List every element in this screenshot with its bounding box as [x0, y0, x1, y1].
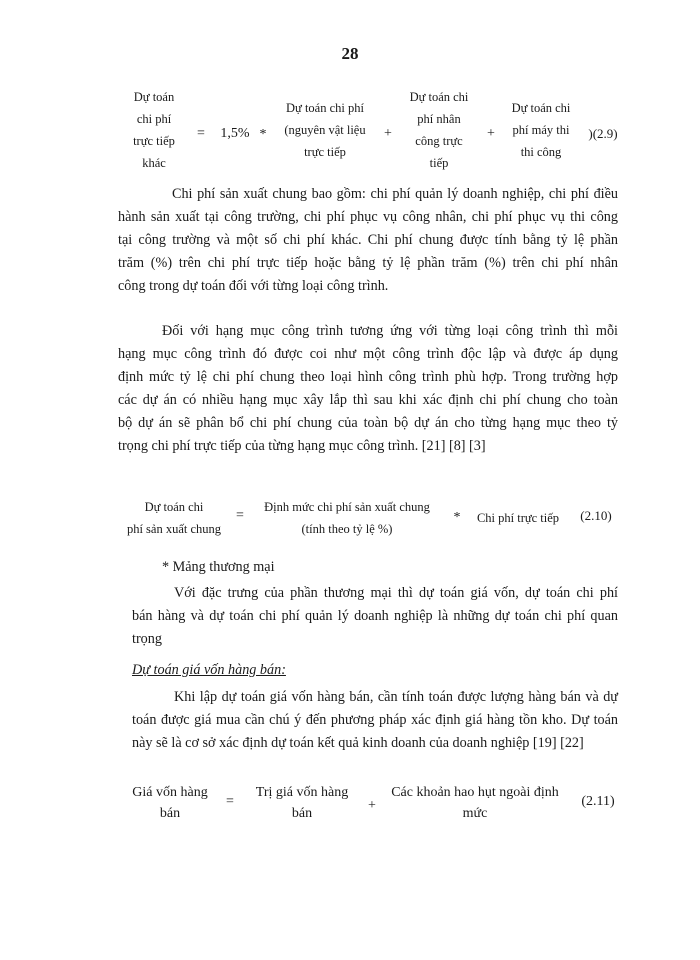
formula-text: phí máy thi [512, 123, 570, 137]
paragraph-line: Khi lập dự toán giá vốn hàng bán, cần tính toán được lượng hàng bán và dự [174, 689, 618, 705]
formula-text: phí sản xuất chung [126, 522, 222, 536]
formula-text: Dự toán [133, 90, 175, 104]
formula-text: Dự toán chi [409, 90, 469, 104]
paragraph-line: Với đặc trưng của phần thương mại thì dự toán giá vốn, dự toán chi phí [174, 585, 618, 601]
formula-equals: = [236, 508, 244, 523]
formula-text: trực tiếp [133, 134, 175, 148]
formula-plus: + [487, 126, 495, 141]
paragraph-line: trăm (%) trên chi phí trực tiếp hoặc bằng tỷ lệ phần trăm (%) trên chi phí nhân [118, 255, 618, 271]
formula-text: phí nhân [417, 112, 461, 126]
formula-text: Dự toán chi [511, 101, 571, 115]
paragraph-line: Đối với hạng mục công trình tương ứng với từng loại công trình thì mỗi [162, 323, 618, 339]
formula-2-9-term1 [275, 97, 375, 163]
formula-equals: = [197, 126, 205, 141]
formula-text: (tính theo tỷ lệ %) [301, 522, 393, 536]
paragraph-line: hành sản xuất tại công trường, chi phí phục vụ công nhân, chi phí phục vụ thi công [118, 209, 618, 225]
formula-2-10-direct-cost: Chi phí trực tiếp [476, 511, 560, 525]
formula-2-11-rhs1 [246, 782, 358, 824]
formula-text: Dự toán chi phí [286, 101, 364, 115]
formula-text: mức [462, 806, 488, 821]
paragraph-work-items [118, 320, 618, 458]
formula-text: chi phí [136, 112, 172, 126]
heading-cost-of-goods-sold: Dự toán giá vốn hàng bán: [132, 662, 286, 678]
formula-text: Giá vốn hàng [132, 785, 208, 800]
paragraph-line: Chi phí sản xuất chung bao gồm: chi phí quản lý doanh nghiệp, chi phí điều [172, 186, 618, 202]
formula-2-11-lhs [124, 782, 216, 824]
formula-2-11-rhs2 [384, 782, 566, 824]
paragraph-commerce [132, 582, 618, 651]
paragraph-line: trọng chi phí trực tiếp của từng hạng mục công trình. [21] [8] [3] [118, 438, 486, 454]
paragraph-general-costs [118, 183, 618, 298]
paragraph-line: các dự án có nhiều hạng mục xây lắp thì sau khi xác định chi phí chung cho toàn [118, 392, 618, 408]
formula-rate: 1,5% [220, 126, 250, 141]
paragraph-line: tại công trường và một số chi phí khác. Chi phí chung được tính bằng tỷ lệ phần [118, 232, 618, 248]
formula-number: (2.10) [580, 508, 612, 523]
formula-plus: + [368, 798, 376, 813]
formula-times: * [259, 127, 267, 142]
formula-text: Trị giá vốn hàng [255, 785, 349, 800]
formula-text: công trực [415, 134, 463, 148]
formula-text: thi công [520, 145, 562, 159]
formula-2-9-lhs [118, 86, 190, 174]
paragraph-line: bộ dự án sẽ phân bổ chi phí chung của toàn bộ dự án cho từng hạng mục theo tỷ [118, 415, 618, 431]
formula-text: bán [159, 806, 181, 821]
paragraph-line: định mức tỷ lệ chi phí chung theo loại hình công trình phù hợp. Trong trường hợp [118, 369, 618, 385]
formula-text: Dự toán chi [144, 500, 204, 514]
page-number: 28 [341, 44, 359, 63]
formula-2-9-term3 [500, 97, 582, 163]
formula-2-9-term2 [398, 86, 480, 174]
section-commerce-label: * Mảng thương mại [162, 559, 275, 575]
formula-text: Các khoản hao hụt ngoài định [391, 785, 559, 800]
formula-text: (nguyên vật liệu [284, 123, 366, 137]
paragraph-cogs [132, 686, 618, 755]
formula-equals: = [226, 794, 234, 809]
formula-2-10-rhs [252, 496, 442, 540]
formula-times: * [453, 510, 461, 525]
paragraph-line: toán được giá mua cần chú ý đến phương pháp xác định giá hàng tồn kho. Dự toán [132, 712, 618, 728]
formula-text: tiếp [429, 156, 449, 170]
paragraph-line: hạng mục công trình đó được coi như một công trình độc lập và được áp dụng [118, 346, 618, 362]
formula-number: )(2.9) [588, 126, 618, 141]
formula-text: Định mức chi phí sản xuất chung [264, 500, 430, 514]
paragraph-line: trọng [132, 631, 162, 647]
formula-text: trực tiếp [304, 145, 346, 159]
formula-plus: + [384, 126, 392, 141]
formula-text: khác [142, 156, 166, 170]
formula-number: (2.11) [581, 794, 615, 809]
paragraph-line: bán hàng và dự toán chi phí quản lý doanh nghiệp là những dự toán chi phí quan [132, 608, 618, 624]
formula-2-10-lhs [118, 496, 230, 540]
paragraph-line: công trong dự toán đối với từng loại công trình. [118, 278, 389, 294]
paragraph-line: này sẽ là cơ sở xác định dự toán kết quả kinh doanh của doanh nghiệp [19] [22] [132, 735, 584, 751]
formula-text: bán [291, 806, 313, 821]
